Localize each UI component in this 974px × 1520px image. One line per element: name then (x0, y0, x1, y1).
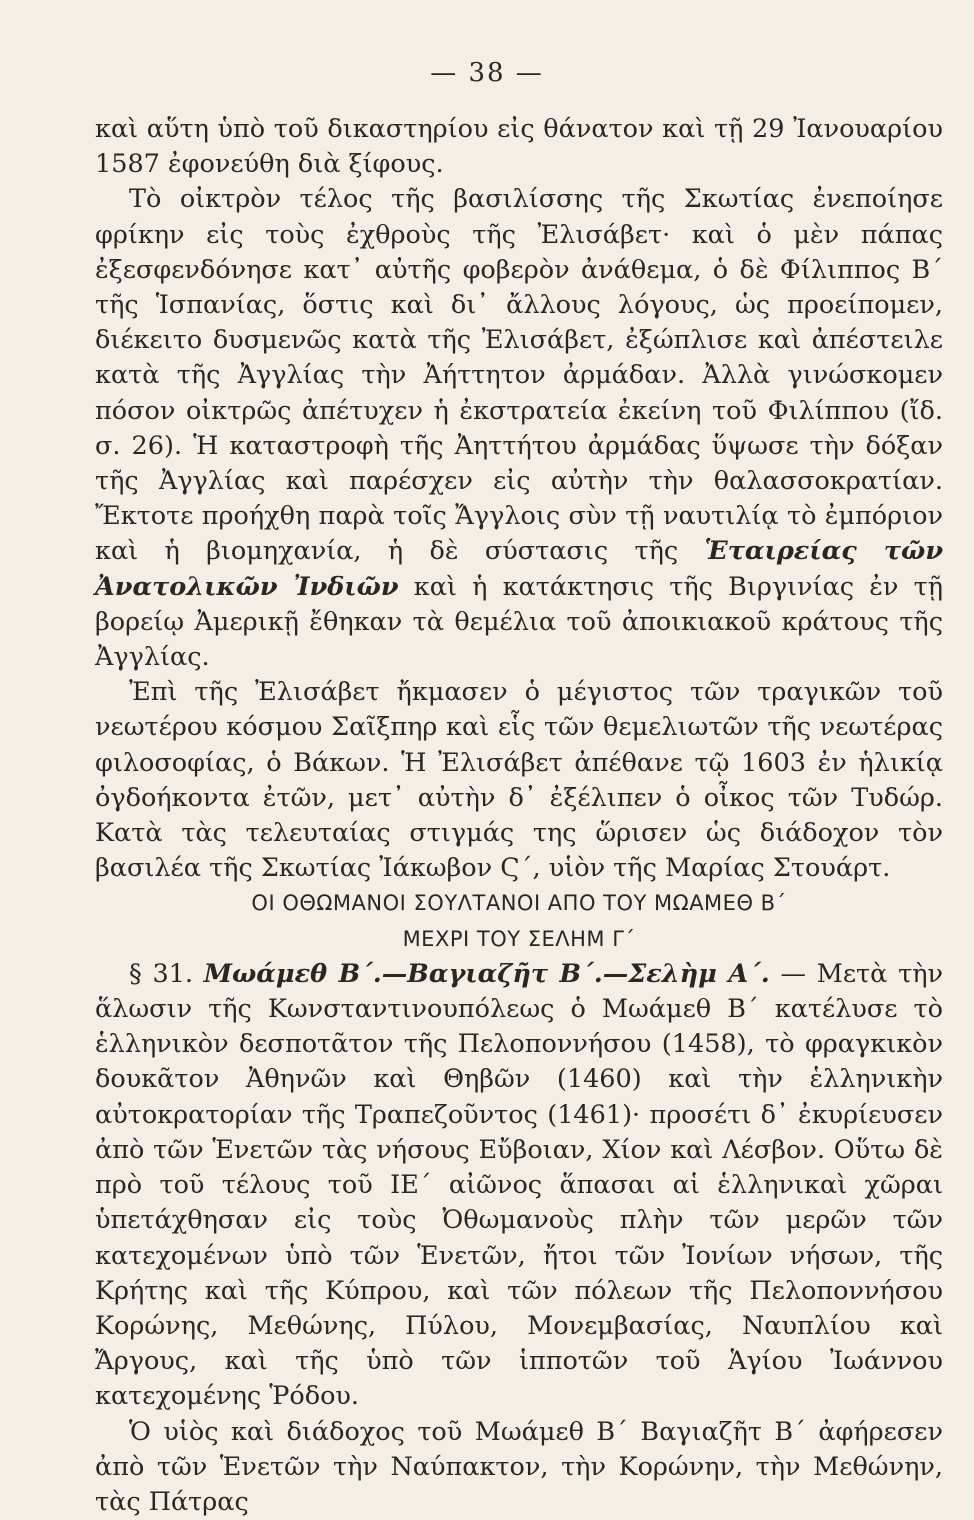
chapter-heading-line-1: ΟΙ ΟΘΩΜΑΝΟΙ ΣΟΥΛΤΑΝΟΙ ΑΠΟ ΤΟΥ ΜΩΑΜΕΘ Β΄ (251, 891, 787, 916)
body-text (95, 112, 943, 1520)
paragraph-continued: καὶ αὕτη ὑπὸ τοῦ δικαστηρίου εἰς θάνατον καὶ τῇ 29 Ἰανουαρίου 1587 ἐφονεύθη διὰ ξίφους. (95, 114, 943, 180)
chapter-heading-line-2: ΜΕΧΡΙ ΤΟΥ ΣΕΛΗΜ Γ΄ (402, 926, 636, 951)
section-31-paragraph (95, 957, 943, 1415)
page-number: — 38 — (430, 58, 544, 88)
section-31-text: — Μετὰ τὴν ἅλωσιν τῆς Κωνσταντινουπόλεως ὁ Μωάμεθ Β΄ κατέλυσε τὸ ἑλληνικὸν δεσποτᾶτον τῆς Πελοποννήσου (1458), τὸ φραγκικὸν δουκᾶτον Ἀθηνῶν καὶ Θηβῶν (1460) καὶ τὴν ἑλληνικὴν αὐτοκρατορίαν τῆς Τραπεζοῦντος (1461)· προσέτι δ᾽ ἐκυρίευσεν ἀπὸ τῶν Ἑνετῶν τὰς νήσους Εὔβοιαν, Χίον καὶ Λέσβον. Οὕτω δὲ πρὸ τοῦ τέλους τοῦ ΙΕ΄ αἰῶνος ἅπασαι αἱ ἑλληνικαὶ χῶραι ὑπετάχθησαν εἰς τοὺς Ὀθωμανοὺς πλὴν τῶν μερῶν τῶν κατεχομένων ὑπὸ τῶν Ἑνετῶν, ἤτοι τῶν Ἰονίων νήσων, τῆς Κρήτης καὶ τῆς Κύπρου, καὶ τῶν πόλεων τῆς Πελοποννήσου Κορώνης, Μεθώνης, Πύλου, Μονεμβασίας, Ναυπλίου καὶ Ἄργους, καὶ τῆς ὑπὸ τῶν ἱπποτῶν τοῦ Ἁγίου Ἰωάννου κατεχομένης Ῥόδου. (95, 958, 943, 1412)
paragraph-elizabeth-death: Ἐπὶ τῆς Ἐλισάβετ ἤκμασεν ὁ μέγιστος τῶν τραγικῶν τοῦ νεωτέρου κόσμου Σαῖξπηρ καὶ εἷς τῶν θεμελιωτῶν τῆς νεωτέρας φιλοσοφίας, ὁ Βάκων. Ἡ Ἐλισάβετ ἀπέθανε τῷ 1603 ἐν ἡλικίᾳ ὀγδοήκοντα ἐτῶν, μετ᾽ αὐτὴν δ᾽ ἐξέλιπεν ὁ οἶκος τῶν Τυδώρ. Κατὰ τὰς τελευταίας στιγμάς της ὥρισεν ὡς διάδοχον τὸν βασιλέα τῆς Σκωτίας Ἰάκωβον Ϛ΄, υἱὸν τῆς Μαρίας Στουάρτ. (95, 677, 943, 884)
section-number: § 31. (129, 958, 194, 989)
paragraph-bayezid: Ὁ υἱὸς καὶ διάδοχος τοῦ Μωάμεθ Β΄ Βαγιαζῆτ Β΄ ἀφήρεσεν ἀπὸ τῶν Ἑνετῶν τὴν Ναύπακτον, τὴν Κορώνην, τὴν Μεθώνην, τὰς Πάτρας (95, 1416, 943, 1517)
section-title: Μωάμεθ Β΄.—Βαγιαζῆτ Β΄.—Σελὴμ Α΄. (203, 958, 770, 989)
east-india-company-term: Ἑταιρείας τῶν Ἀνατολικῶν Ἰνδιῶν (95, 536, 944, 602)
paragraph-armada (95, 182, 943, 675)
paragraph-armada-text: Τὸ οἰκτρὸν τέλος τῆς βασιλίσσης τῆς Σκωτίας ἐνεποίησε φρίκην εἰς τοὺς ἐχθροὺς τῆς Ἐλισάβετ· καὶ ὁ μὲν πάπας ἐξεσφενδόνησε κατ᾽ αὐτῆς φοβερὸν ἀνάθεμα, ὁ δὲ Φίλιππος Β΄ τῆς Ἱσπανίας, ὅστις καὶ δι᾽ ἄλλους λόγους, ὡς προείπομεν, διέκειτο δυσμενῶς κατὰ τῆς Ἐλισάβετ, ἐξώπλισε καὶ ἀπέστειλε κατὰ τῆς Ἀγγλίας τὴν Ἀήττητον ἀρμάδαν. Ἀλλὰ γινώσκομεν πόσον οἰκτρῶς ἀπέτυχεν ἡ ἐκστρατεία ἐκείνη τοῦ Φιλίππου (ἴδ. σ. 26). Ἡ καταστροφὴ τῆς Ἀηττήτου ἀρμάδας ὕψωσε τὴν δόξαν τῆς Ἀγγλίας καὶ παρέσχεν εἰς αὐτὴν τὴν θαλασσοκρατίαν. Ἔκτοτε προήχθη παρὰ τοῖς Ἄγγλοις σὺν τῇ ναυτιλίᾳ τὸ ἐμπόριον καὶ ἡ βιομηχανία, ἡ δὲ σύστασις τῆς (95, 184, 943, 567)
paragraph-armada-text-end: καὶ ἡ κατάκτησις τῆς Βιργινίας ἐν τῇ βορείῳ Ἀμερικῇ ἔθηκαν τὰ θεμέλια τοῦ ἀποικιακοῦ κράτους τῆς Ἀγγλίας. (95, 571, 943, 673)
